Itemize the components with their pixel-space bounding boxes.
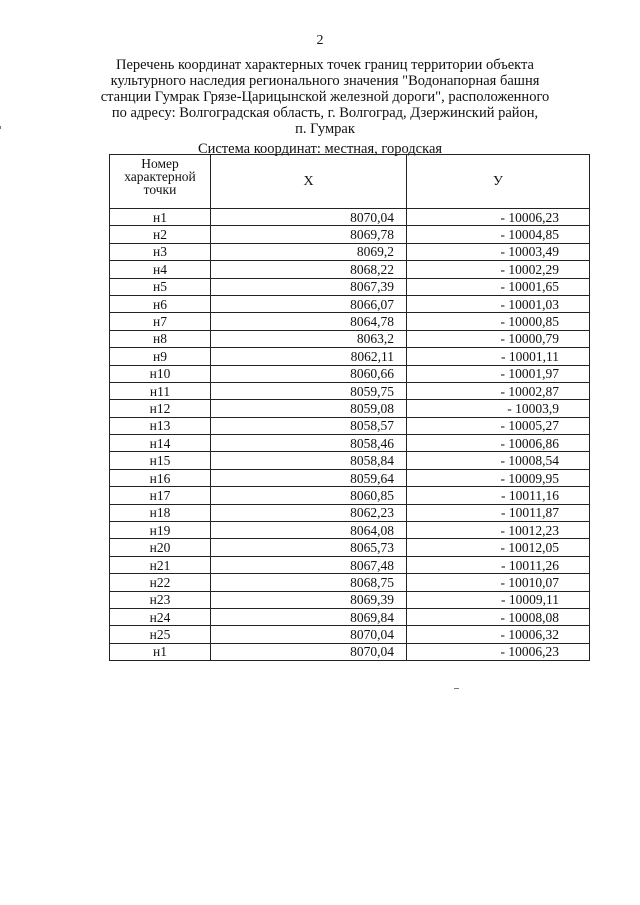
header-line: Номер [141, 156, 179, 171]
cell-point-number: н7 [110, 313, 211, 330]
cell-x: 8059,75 [211, 382, 407, 399]
table-row [110, 261, 590, 278]
table-row [110, 313, 590, 330]
scan-mark [454, 688, 459, 689]
table-row [110, 574, 590, 591]
cell-y: - 10011,87 [407, 504, 590, 521]
cell-x: 8058,57 [211, 417, 407, 434]
cell-y: - 10006,23 [407, 209, 590, 226]
scan-mark [0, 126, 1, 129]
cell-x: 8070,04 [211, 626, 407, 643]
header-y: У [407, 155, 590, 209]
cell-point-number: н12 [110, 400, 211, 417]
cell-x: 8070,04 [211, 209, 407, 226]
cell-point-number: н14 [110, 435, 211, 452]
cell-point-number: н13 [110, 417, 211, 434]
cell-y: - 10012,05 [407, 539, 590, 556]
title-line: по адресу: Волгоградская область, г. Волгоград, Дзержинский район, [111, 105, 539, 121]
table-row [110, 643, 590, 660]
table-row [110, 295, 590, 312]
cell-y: - 10012,23 [407, 522, 590, 539]
table-row [110, 243, 590, 260]
cell-point-number: н17 [110, 487, 211, 504]
table-row [110, 365, 590, 382]
cell-point-number: н22 [110, 574, 211, 591]
cell-x: 8062,23 [211, 504, 407, 521]
cell-x: 8069,84 [211, 608, 407, 625]
cell-y: - 10003,9 [407, 400, 590, 417]
cell-y: - 10011,16 [407, 487, 590, 504]
cell-y: - 10006,86 [407, 435, 590, 452]
cell-point-number: н2 [110, 226, 211, 243]
cell-x: 8059,08 [211, 400, 407, 417]
table-row [110, 487, 590, 504]
cell-point-number: н24 [110, 608, 211, 625]
table-row [110, 382, 590, 399]
coordinate-system-caption: Система координат: местная, городская [197, 141, 443, 157]
cell-y: - 10001,11 [407, 348, 590, 365]
cell-x: 8065,73 [211, 539, 407, 556]
table-row [110, 417, 590, 434]
cell-x: 8066,07 [211, 295, 407, 312]
table-row [110, 522, 590, 539]
cell-point-number: н1 [110, 209, 211, 226]
cell-y: - 10002,29 [407, 261, 590, 278]
table-row [110, 556, 590, 573]
cell-x: 8063,2 [211, 330, 407, 347]
title-line: Перечень координат характерных точек границ территории объекта [116, 57, 534, 73]
cell-point-number: н18 [110, 504, 211, 521]
cell-x: 8067,48 [211, 556, 407, 573]
table-row [110, 469, 590, 486]
table-row [110, 209, 590, 226]
table-row [110, 348, 590, 365]
cell-x: 8069,2 [211, 243, 407, 260]
cell-y: - 10010,07 [407, 574, 590, 591]
header-line: точки [143, 182, 177, 197]
cell-point-number: н16 [110, 469, 211, 486]
header-line: характерной [124, 169, 196, 184]
table-row [110, 626, 590, 643]
table-row [110, 608, 590, 625]
cell-point-number: н19 [110, 522, 211, 539]
cell-y: - 10009,95 [407, 469, 590, 486]
table-header-row [110, 155, 590, 209]
table-row [110, 435, 590, 452]
cell-point-number: н8 [110, 330, 211, 347]
cell-y: - 10001,65 [407, 278, 590, 295]
table-row [110, 539, 590, 556]
cell-point-number: н1 [110, 643, 211, 660]
table-row [110, 591, 590, 608]
cell-x: 8064,08 [211, 522, 407, 539]
page-number: 2 [316, 33, 324, 48]
cell-point-number: н21 [110, 556, 211, 573]
title-line: культурного наследия регионального значения "Водонапорная башня [110, 73, 540, 89]
cell-y: - 10000,79 [407, 330, 590, 347]
cell-y: - 10005,27 [407, 417, 590, 434]
cell-x: 8058,46 [211, 435, 407, 452]
cell-y: - 10001,03 [407, 295, 590, 312]
cell-x: 8062,11 [211, 348, 407, 365]
cell-point-number: н6 [110, 295, 211, 312]
cell-x: 8059,64 [211, 469, 407, 486]
cell-y: - 10009,11 [407, 591, 590, 608]
table-row [110, 452, 590, 469]
cell-point-number: н3 [110, 243, 211, 260]
cell-y: - 10003,49 [407, 243, 590, 260]
document-title [100, 57, 550, 137]
cell-y: - 10001,97 [407, 365, 590, 382]
title-line: п. Гумрак [295, 121, 355, 137]
cell-point-number: н20 [110, 539, 211, 556]
coordinates-table [109, 154, 590, 661]
cell-x: 8060,85 [211, 487, 407, 504]
cell-point-number: н15 [110, 452, 211, 469]
header-point-number [110, 155, 211, 209]
cell-x: 8068,22 [211, 261, 407, 278]
cell-y: - 10006,32 [407, 626, 590, 643]
cell-point-number: н11 [110, 382, 211, 399]
cell-x: 8069,78 [211, 226, 407, 243]
cell-x: 8064,78 [211, 313, 407, 330]
cell-point-number: н9 [110, 348, 211, 365]
table-row [110, 504, 590, 521]
cell-x: 8060,66 [211, 365, 407, 382]
cell-point-number: н5 [110, 278, 211, 295]
cell-y: - 10011,26 [407, 556, 590, 573]
table-row [110, 278, 590, 295]
cell-x: 8067,39 [211, 278, 407, 295]
cell-point-number: н4 [110, 261, 211, 278]
cell-x: 8070,04 [211, 643, 407, 660]
cell-x: 8069,39 [211, 591, 407, 608]
cell-y: - 10008,08 [407, 608, 590, 625]
cell-y: - 10006,23 [407, 643, 590, 660]
cell-point-number: н25 [110, 626, 211, 643]
header-x: X [211, 155, 407, 209]
cell-x: 8058,84 [211, 452, 407, 469]
cell-point-number: н10 [110, 365, 211, 382]
cell-point-number: н23 [110, 591, 211, 608]
cell-y: - 10004,85 [407, 226, 590, 243]
table-row [110, 400, 590, 417]
cell-y: - 10002,87 [407, 382, 590, 399]
cell-y: - 10008,54 [407, 452, 590, 469]
cell-x: 8068,75 [211, 574, 407, 591]
table-row [110, 226, 590, 243]
title-line: станции Гумрак Грязе-Царицынской железной дороги", расположенного [100, 89, 550, 105]
table-row [110, 330, 590, 347]
cell-y: - 10000,85 [407, 313, 590, 330]
